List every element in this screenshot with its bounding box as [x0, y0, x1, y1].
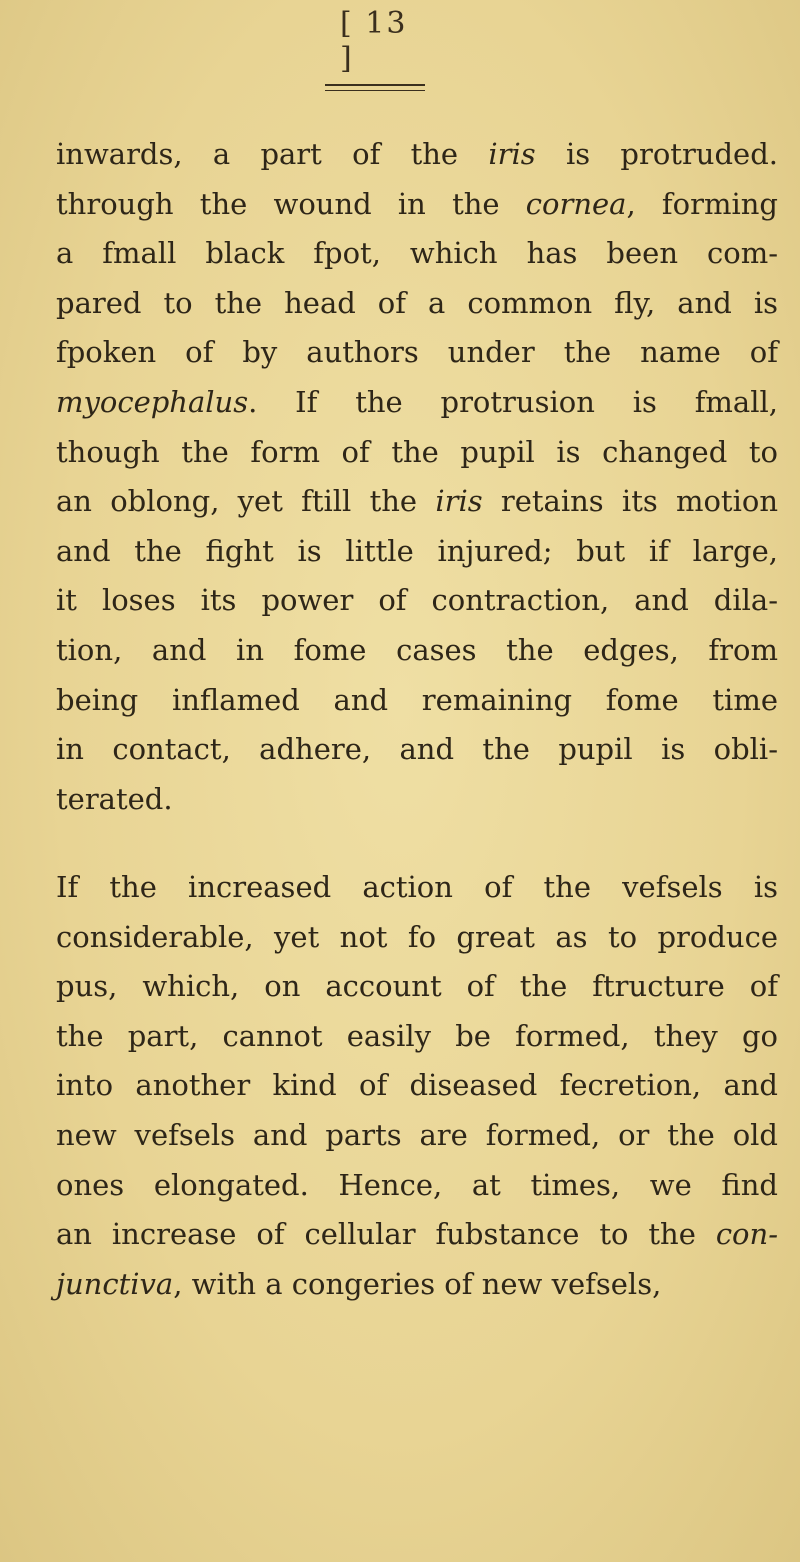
text-segment: the part, cannot easily be formed, they go — [56, 1018, 778, 1053]
text-line — [56, 1210, 778, 1260]
header-rule-thin — [325, 90, 425, 91]
text-segment: terated. — [56, 781, 173, 816]
text-segment: through the wound in the — [56, 186, 526, 221]
text-segment: cornea — [525, 186, 627, 221]
text-segment: . If the protrusion is fmall, — [248, 384, 778, 419]
text-line — [56, 1012, 778, 1062]
text-line — [56, 1061, 778, 1111]
text-segment: retains its motion — [482, 484, 778, 519]
text-line — [56, 913, 778, 963]
text-line — [56, 962, 778, 1012]
text-line — [56, 180, 778, 230]
text-line — [56, 130, 778, 180]
text-line — [56, 328, 778, 378]
text-line — [56, 863, 778, 913]
text-line — [56, 775, 778, 825]
text-segment: con- — [715, 1217, 778, 1252]
text-segment: ones elongated. Hence, at times, we find — [56, 1167, 778, 1202]
text-segment: inwards, a part of the — [56, 137, 489, 171]
text-segment: in contact, adhere, and the pupil is obli- — [56, 732, 778, 767]
text-line — [56, 725, 778, 775]
text-segment: it loses its power of contraction, and dila- — [56, 583, 778, 618]
page-number: [ 13 ] — [340, 6, 408, 76]
text-line — [56, 1111, 778, 1161]
text-segment: iris — [488, 137, 536, 171]
text-segment: an increase of cellular fubstance to the — [56, 1217, 716, 1252]
text-segment: , forming — [626, 186, 778, 221]
header-rule — [325, 84, 425, 86]
text-line — [56, 1161, 778, 1211]
text-line — [56, 676, 778, 726]
text-segment: considerable, yet not fo great as to produce — [56, 919, 778, 954]
text-segment: is protruded. — [535, 137, 778, 171]
text-segment: , with a congeries of new vefsels, — [173, 1266, 662, 1301]
text-segment: If the increased action of the vefsels is — [56, 870, 778, 904]
paragraph-2 — [56, 863, 778, 1309]
text-line — [56, 477, 778, 527]
text-line — [56, 428, 778, 478]
text-segment: though the form of the pupil is changed to — [56, 434, 778, 469]
text-line — [56, 279, 778, 329]
text-segment: new vefsels and parts are formed, or the old — [56, 1117, 778, 1152]
text-segment: myocephalus — [56, 384, 249, 419]
text-segment: and the fight is little injured; but if large, — [56, 533, 778, 568]
text-segment: pus, which, on account of the ftructure of — [56, 969, 778, 1004]
text-segment: tion, and in fome cases the edges, from — [56, 632, 778, 667]
text-line — [56, 229, 778, 279]
text-line — [56, 626, 778, 676]
text-line — [56, 527, 778, 577]
text-segment: an oblong, yet ftill the — [56, 484, 436, 519]
text-segment: into another kind of diseased fecretion, and — [56, 1068, 778, 1103]
text-line — [56, 378, 778, 428]
paragraph-1 — [56, 130, 778, 824]
text-segment: junctiva — [56, 1266, 174, 1301]
text-segment: being inflamed and remaining fome time — [56, 682, 778, 717]
text-segment: fpoken of by authors under the name of — [56, 335, 778, 370]
text-line — [56, 1260, 778, 1310]
text-line — [56, 576, 778, 626]
text-segment: iris — [435, 484, 483, 519]
text-segment: pared to the head of a common fly, and is — [56, 285, 778, 320]
text-segment: a fmall black fpot, which has been com- — [56, 236, 778, 271]
